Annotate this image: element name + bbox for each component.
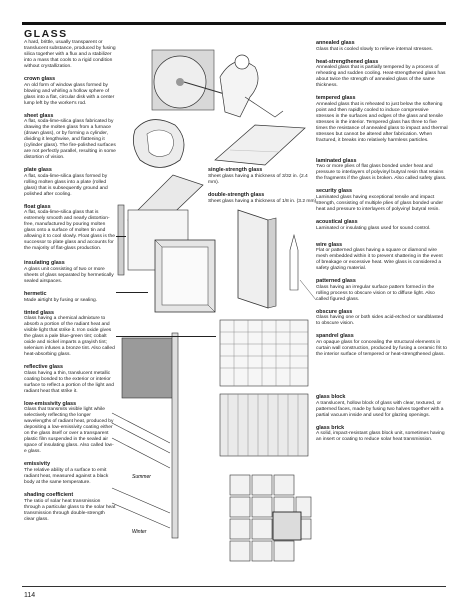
entry-heat-strengthened-glass: heat-strengthened glass Annealed glass that is partially tempered by a process of reheating and sudden cooling. Heat-strengthened glass has about twice the strength of annealed glass of the same thickness. (316, 58, 446, 89)
entry-acoustical-glass: acoustical glass Laminated or insulating glass used for sound control. (316, 218, 431, 231)
glass-block-illustration (225, 470, 315, 580)
leader-float-glass (116, 236, 126, 237)
insulating-glass-illustration (150, 235, 222, 317)
entry-patterned-glass: patterned glass Glass having an irregular surface pattern formed in the rolling process to obscure vision or to diffuse light. Also called figured glass. (316, 278, 435, 302)
entry-obscure-glass: obscure glass Glass having one or both sides acid-etched or sandblasted to obscure vision. (316, 308, 444, 327)
entry-spandrel-glass: spandrel glass An opaque glass for concealing the structural elements in curtain wall construction, produced by fusing a ceramic frit to the interior surface of tempered or heat-strengthened glass. (316, 333, 448, 357)
leader-tinted-glass (116, 336, 216, 337)
leader-insulating-glass (116, 292, 148, 293)
entry-single-strength-glass: single-strength glass Sheet glass having a thickness of 3/32 in. (2.4 mm). (208, 167, 308, 185)
entry-security-glass: security glass Laminated glass having exceptional tensile and impact strength, consisting of multiple plies of glass bonded under heat and pressure to interlayers of polyvinyl butyral resin. (316, 188, 443, 212)
right-column (316, 40, 448, 449)
entry-reflective-glass: reflective glass Glass having a thin, translucent metallic coating bonded to the exterior or interior surface to reflect a portion of the light and radiant heat that strike it. (24, 364, 114, 394)
footer-rule (22, 586, 446, 587)
entry-shading-coefficient: shading coefficient The ratio of solar heat transmission through a particular glass to the solar heat transmission through double-strength clear glass. (24, 491, 116, 522)
page-number: 114 (24, 592, 36, 599)
entry-double-strength-glass: double-strength glass Sheet glass having a thickness of 1/8 in. (3.2 mm). (208, 192, 318, 204)
sun-control-glass-illustration (112, 318, 188, 548)
sheet-glass-illustration (125, 110, 215, 170)
entry-emissivity: emissivity The relative ability of a surface to emit radiant heat, measured against a black body at the same temperature. (24, 461, 109, 485)
entry-insulating-glass: insulating glass A glass unit consisting of two or more sheets of glass separated by hermetically sealed airspaces. (24, 260, 114, 284)
sheet-glass-panes-illustration (210, 120, 310, 168)
entry-tinted-glass: tinted glass Glass having a chemical admixture to absorb a portion of the radiant heat and visible light that strike it. Iron oxide gives the glass a pale blue-green tint; cobalt oxide and nickel imparts a grayish tint; selenium infuses a bronze tint. Also called heat-absorbing glass. (24, 309, 115, 358)
laminated-glass-illustration (228, 200, 318, 315)
entry-crown-glass: crown glass An old form of window glass formed by blowing and whirling a hollow sphere of glass into a flat, circular disk with a center lump left by the worker's rod. (24, 76, 115, 106)
entry-glass-brick: glass brick A solid, impact-resistant glass block unit, sometimes having an insert or coating to reduce solar heat transmission. (316, 424, 445, 443)
label-winter: Winter (132, 529, 147, 535)
header-rule (22, 22, 446, 25)
patterned-glass-illustration (218, 392, 310, 458)
entry-laminated-glass: laminated glass Two or more plies of flat glass bonded under heat and pressure to interlayers of polyvinyl butyral resin that retains the fragments if the glass is broken. Also called safety glass. (316, 157, 447, 182)
entry-plate-glass: plate glass A flat, soda-lime-silica glass formed by rolling molten glass into a plate (rolled glass) that is subsequently ground and polished after cooling. (24, 167, 108, 197)
entry-glass-block: glass block A translucent, hollow block of glass with clear, textured, or patterned faces, made by fusing two halves together with a partial vacuum inside and used for glazing openings. (316, 393, 444, 418)
left-column (24, 40, 116, 529)
entry-annealed-glass: annealed glass Glass that is cooled slowly to relieve internal stresses. (316, 40, 433, 52)
wire-glass-illustration (218, 318, 310, 388)
page-title: GLASS (24, 28, 68, 40)
entry-wire-glass: wire glass Flat or patterned glass having a square or diamond wire mesh embedded within it to prevent shattering in the event of breakage or excessive heat. Wire glass is considered a safety glazing material. (316, 241, 443, 272)
entry-float-glass: float glass A flat, soda-lime-silica glass that is extremely smooth and nearly distortion-free, manufactured by pouring molten glass onto a surface of molten tin and allowing it to cool slowly. Float glass is the successor to plate glass and accounts for the majority of flat-glass production. (24, 203, 115, 252)
entry-low-emissivity-glass: low-emissivity glass Glass that transmits visible light while selectively reflecting the longer wavelengths of radiant heat, produced by depositing a low-emissivity coating either on the glass itself or over a transparent plastic film suspended in the sealed air space of insulating glass. Also called low-e glass. (24, 400, 114, 455)
intro-text: A hard, brittle, usually transparent or translucent substance, produced by fusing silica together with a flux and a stabilizer into a mass that cools to a rigid condition without crystallization. (24, 40, 116, 69)
entry-sheet-glass: sheet glass A flat, soda-lime-silica glass fabricated by drawing the molten glass from a furnace (drawn glass), or by forming a cylinder, dividing it lengthwise, and flattening it (cylinder glass). The fire-polished surfaces are not perfectly parallel, resulting in some distortion of vision. (24, 112, 116, 161)
entry-tempered-glass: tempered glass Annealed glass that is reheated to just below the softening point and then rapidly cooled to induce compressive stresses in the surfaces and edges of the glass and tensile stresses in the interior. Tempered glass has three to five times the resistance of annealed glass to impact and thermal stresses but cannot be altered after fabrication. When fractured, it breaks into relatively harmless particles. (316, 95, 448, 143)
entry-hermetic: hermetic Made airtight by fusing or sealing. (24, 290, 98, 303)
label-summer: Summer (132, 474, 151, 480)
